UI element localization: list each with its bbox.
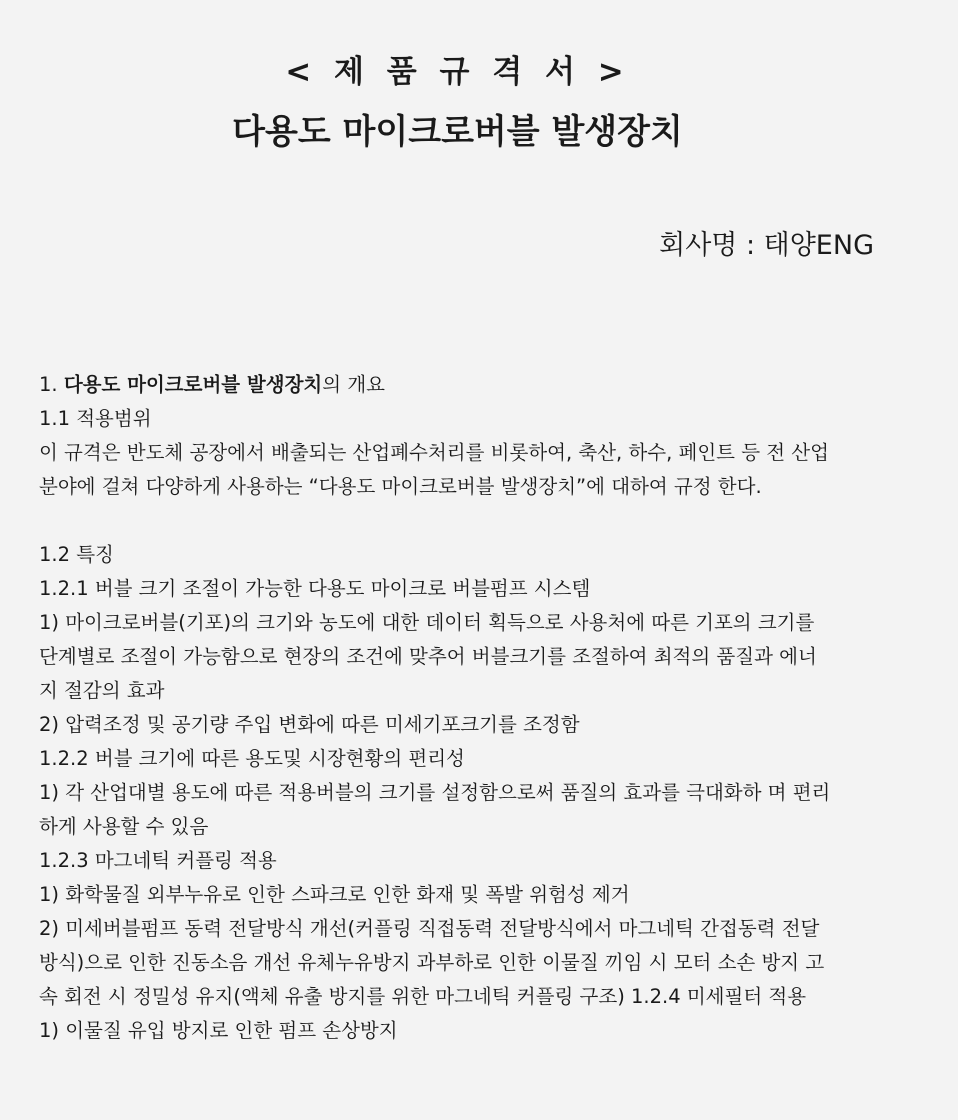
section-1-2-1-title: 1.2.1 버블 크기 조절이 가능한 다용도 마이크로 버블펌프 시스템 [39, 577, 591, 600]
section-1-2-3-item-2-line-2: 방식)으로 인한 진동소음 개선 유체누유방지 과부하로 인한 이물질 끼임 시 모터 소손 방지 고 [39, 951, 825, 974]
section-1-1-text-line-2: 분야에 걸쳐 다양하게 사용하는 “다용도 마이크로버블 발생장치”에 대하여 규정 한다. [39, 475, 762, 498]
section-1-2-1-item-2: 2) 압력조정 및 공기량 주입 변화에 따른 미세기포크기를 조정함 [39, 713, 580, 736]
section-1-2-3-item-1: 1) 화학물질 외부누유로 인한 스파크로 인한 화재 및 폭발 위험성 제거 [39, 883, 630, 906]
product-title: 다용도 마이크로버블 발생장치 [232, 112, 683, 152]
section-1-2-4-item-1: 1) 이물질 유입 방지로 인한 펌프 손상방지 [39, 1019, 398, 1042]
section-1-number: 1. [39, 373, 64, 396]
section-1-heading-suffix: 의 개요 [322, 373, 385, 396]
paragraph-spacer [39, 504, 919, 538]
spec-title: < 제 품 규 격 서 > [285, 54, 630, 90]
section-1-1-text-line-1: 이 규격은 반도체 공장에서 배출되는 산업폐수처리를 비롯하여, 축산, 하수, 페인트 등 전 산업 [39, 441, 829, 464]
company-name: 회사명 : 태양ENG [659, 230, 874, 261]
section-1-2-3-item-2-line-1: 2) 미세버블펌프 동력 전달방식 개선(커플링 직접동력 전달방식에서 마그네틱 간접동력 전달 [39, 917, 820, 940]
section-1-2-2-title: 1.2.2 버블 크기에 따른 용도및 시장현황의 편리성 [39, 747, 465, 770]
section-1-heading [39, 368, 919, 402]
section-1-2-1-item-1-line-1: 1) 마이크로버블(기포)의 크기와 농도에 대한 데이터 획득으로 사용처에 따른 기포의 크기를 [39, 611, 815, 634]
section-1-2-2-item-1-line-2: 하게 사용할 수 있음 [39, 815, 209, 838]
section-1-2-3-title: 1.2.3 마그네틱 커플링 적용 [39, 849, 277, 872]
section-1-2-title: 1.2 특징 [39, 543, 114, 566]
section-1-2-1-item-1-line-3: 지 절감의 효과 [39, 679, 165, 702]
document-body [39, 368, 919, 1048]
section-1-1-title: 1.1 적용범위 [39, 407, 152, 430]
section-1-heading-bold: 다용도 마이크로버블 발생장치 [63, 373, 323, 396]
section-1-2-1-item-1-line-2: 단계별로 조절이 가능함으로 현장의 조건에 맞추어 버블크기를 조절하여 최적의 품질과 에너 [39, 645, 817, 668]
section-1-2-3-item-2-line-3: 속 회전 시 정밀성 유지(액체 유출 방지를 위한 마그네틱 커플링 구조) 1.2.4 미세필터 적용 [39, 985, 807, 1008]
section-1-2-2-item-1-line-1: 1) 각 산업대별 용도에 따른 적용버블의 크기를 설정함으로써 품질의 효과를 극대화하 며 편리 [39, 781, 831, 804]
